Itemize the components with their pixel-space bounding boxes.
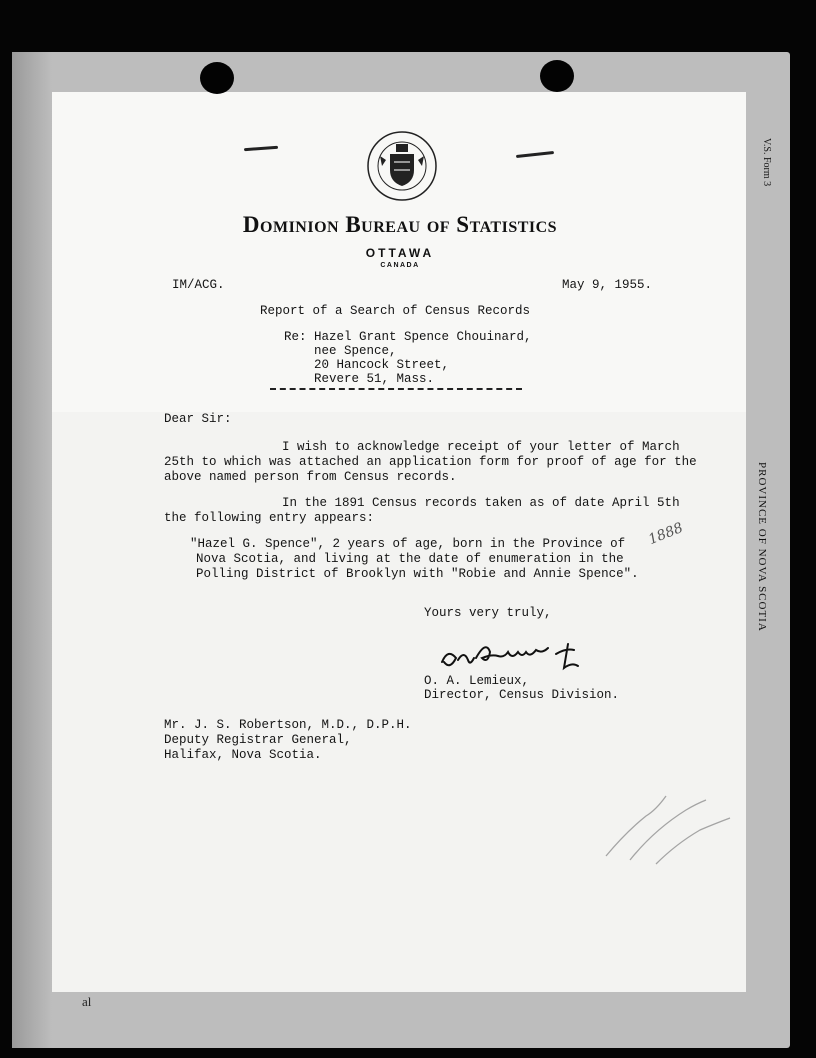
recipient-line: Halifax, Nova Scotia.	[164, 748, 322, 762]
reference-code: IM/ACG.	[172, 278, 225, 292]
re-line: 20 Hancock Street,	[314, 358, 450, 372]
recipient-line: Deputy Registrar General,	[164, 733, 352, 747]
re-line: nee Spence,	[314, 344, 397, 358]
quote-line: Polling District of Brooklyn with "Robie and Annie Spence".	[196, 567, 639, 581]
paragraph-line: I wish to acknowledge receipt of your letter of March	[282, 440, 680, 454]
province-label: PROVINCE OF NOVA SCOTIA	[756, 462, 768, 632]
backing-shadow	[12, 52, 52, 1048]
form-number-label: V.S. Form 3	[761, 138, 772, 187]
salutation: Dear Sir:	[164, 412, 232, 426]
re-line: Hazel Grant Spence Chouinard,	[314, 330, 532, 344]
subject-line: Report of a Search of Census Records	[260, 304, 531, 318]
paragraph-line: 25th to which was attached an application form for proof of age for the	[164, 455, 697, 469]
quote-line: Nova Scotia, and living at the date of enumeration in the	[196, 552, 624, 566]
paragraph-line: the following entry appears:	[164, 511, 375, 525]
re-line: Revere 51, Mass.	[314, 372, 435, 386]
closing: Yours very truly,	[424, 606, 552, 620]
letter-date: May 9, 1955.	[562, 278, 653, 292]
paragraph-line: above named person from Census records.	[164, 470, 457, 484]
letterhead-city: OTTAWA	[365, 246, 435, 260]
signer-title: Director, Census Division.	[424, 688, 620, 702]
recipient-line: Mr. J. S. Robertson, M.D., D.P.H.	[164, 718, 412, 732]
letterhead-title: Dominion Bureau of Statistics	[242, 212, 558, 237]
punch-hole-left	[200, 62, 234, 94]
re-label: Re:	[284, 330, 307, 344]
signature-image	[436, 638, 606, 674]
letterhead-country: CANADA	[380, 262, 420, 269]
pencil-scribble	[600, 760, 740, 870]
subject-underline	[270, 388, 522, 390]
punch-hole-right	[540, 60, 574, 92]
signer-name: O. A. Lemieux,	[424, 674, 530, 688]
crest-seal-icon	[366, 130, 438, 202]
quote-line: "Hazel G. Spence", 2 years of age, born in the Province of	[190, 537, 626, 551]
paragraph-line: In the 1891 Census records taken as of date April 5th	[282, 496, 680, 510]
bottom-margin-mark: al	[82, 994, 92, 1009]
margin-handwritten-note: 1888	[646, 519, 686, 549]
